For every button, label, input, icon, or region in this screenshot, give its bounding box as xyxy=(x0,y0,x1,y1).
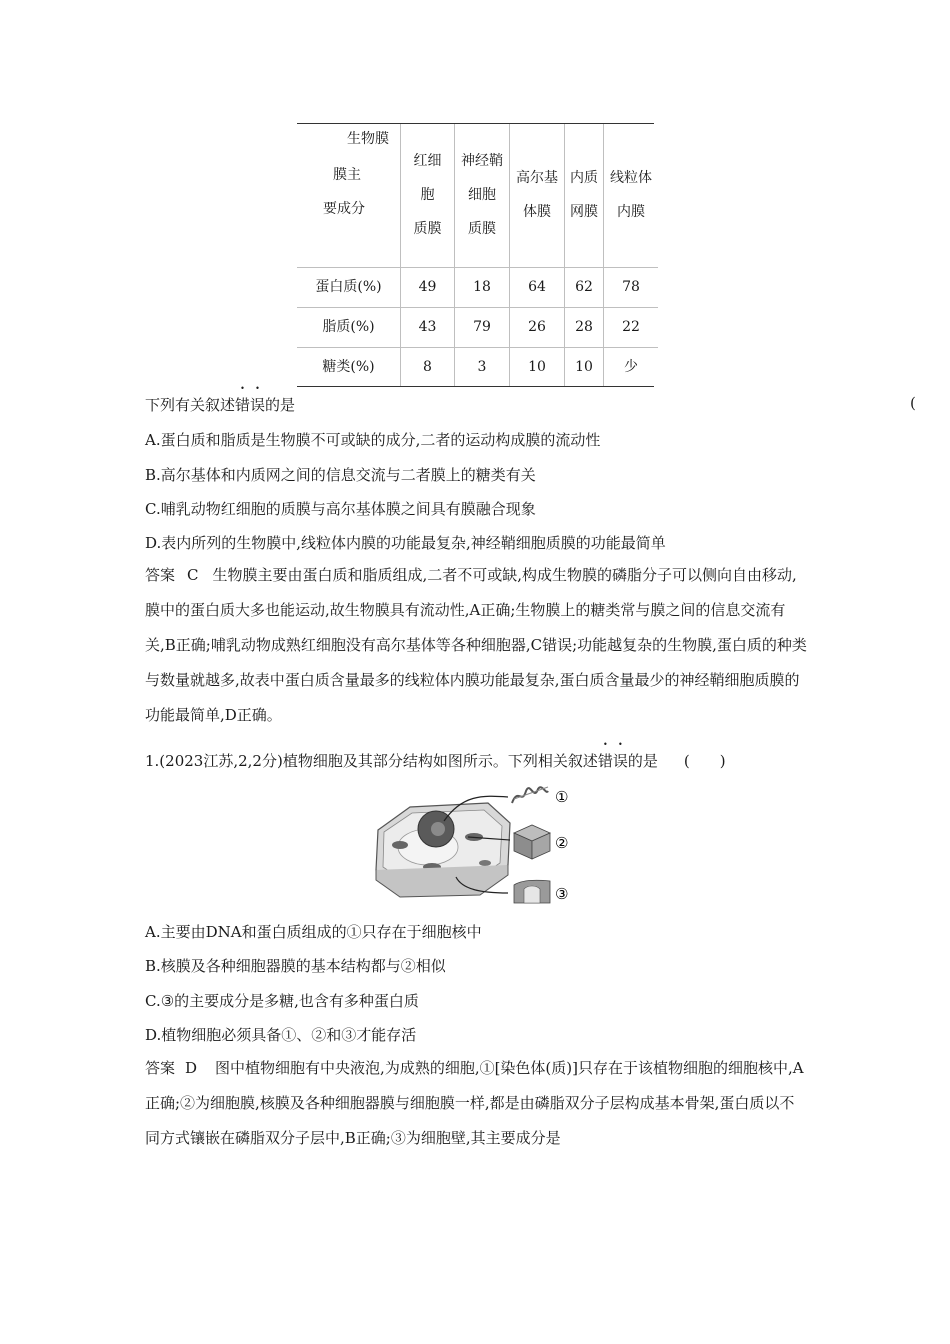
col-header-mito xyxy=(604,124,659,267)
col-header-text: 质膜 xyxy=(413,221,442,238)
answer-label: 答案 xyxy=(145,566,176,584)
answer-explanation: 图中植物细胞有中央液泡,为成熟的细胞,①[染色体(质)]只存在于该植物细胞的细胞核中,A正确;②为细胞膜,核膜及各种细胞器膜与细胞膜一样,都是由磷脂双分子层构成基本骨架,蛋白质以不同方式镶嵌在磷脂双分子层中,B正确;③为细胞壁,其主要成分是 xyxy=(145,1059,804,1147)
figure-label-2: ② xyxy=(555,834,569,852)
cell: 8 xyxy=(401,347,455,387)
table-row xyxy=(297,267,658,307)
q0-stem-text: 的是 xyxy=(265,396,296,414)
cell: 3 xyxy=(455,347,510,387)
col-header-schwann xyxy=(455,124,510,267)
cell: 18 xyxy=(455,267,510,307)
cell: 28 xyxy=(565,307,604,347)
cell: 62 xyxy=(565,267,604,307)
col-header-text: 内质 xyxy=(570,170,598,187)
answer-key: C xyxy=(187,566,199,584)
cell: 78 xyxy=(604,267,659,307)
col-header-text: 质膜 xyxy=(468,221,496,238)
answer-key: D xyxy=(185,1059,198,1077)
cell: 少 xyxy=(604,347,659,387)
emphasis-char: 误 xyxy=(612,752,628,770)
col-header-text: 体膜 xyxy=(523,204,551,221)
row-label: 蛋白质(%) xyxy=(297,267,401,307)
q1-option-d: D.植物细胞必须具备①、②和③才能存活 xyxy=(145,1026,417,1044)
emphasis-char: 错 xyxy=(597,752,613,770)
answer-explanation: 生物膜主要由蛋白质和脂质组成,二者不可或缺,构成生物膜的磷脂分子可以侧向自由移动,膜中的蛋白质大多也能运动,故生物膜具有流动性,A正确;生物膜上的糖类常与膜之间的信息交流有关,B正确;哺乳动物成熟红细胞没有高尔基体等各种细胞器,C错误;功能越复杂的生物膜,蛋白质的种类与数量就越多,故表中蛋白质含量最多的线粒体内膜功能最复杂,蛋白质含量最少的神经鞘细胞质膜的功能最简单,D正确。 xyxy=(145,566,807,724)
corner-line-2: 膜主 xyxy=(333,167,361,183)
cell: 79 xyxy=(455,307,510,347)
membrane-composition-table xyxy=(297,124,658,387)
q1-stem-text: 的是 xyxy=(627,752,658,770)
answer-label: 答案 xyxy=(145,1059,176,1077)
table-row xyxy=(297,347,658,387)
col-header-text: 高尔基 xyxy=(516,170,558,187)
q1-option-b: B.核膜及各种细胞器膜的基本结构都与②相似 xyxy=(145,957,446,975)
table-bottom-rule xyxy=(297,386,654,387)
col-header-text: 神经鞘 xyxy=(461,153,503,170)
col-header-text: 细胞 xyxy=(468,187,496,204)
q1-option-c: C.③的主要成分是多糖,也含有多种蛋白质 xyxy=(145,992,419,1010)
cell: 64 xyxy=(510,267,565,307)
q0-option-b: B.高尔基体和内质网之间的信息交流与二者膜上的糖类有关 xyxy=(145,466,536,484)
row-label: 脂质(%) xyxy=(297,307,401,347)
col-header-text: 线粒体 xyxy=(610,170,652,187)
table-corner-header xyxy=(297,124,401,267)
emphasis-char: 错 xyxy=(235,396,251,414)
col-header-text: 红细 xyxy=(413,153,442,170)
plant-cell-figure xyxy=(370,785,590,905)
col-header-golgi xyxy=(510,124,565,267)
col-header-text: 内膜 xyxy=(617,204,645,221)
q1-stem-text: 1.(2023江苏,2,2分)植物细胞及其部分结构如图所示。下列相关叙述 xyxy=(145,752,598,770)
q0-stem-text: 下列有关叙述 xyxy=(145,396,236,414)
corner-line-1: 生物膜 xyxy=(347,131,389,147)
q1-answer-paren: ( ) xyxy=(683,752,726,770)
row-label: 糖类(%) xyxy=(297,347,401,387)
membrane-block-icon xyxy=(514,825,550,859)
cell: 43 xyxy=(401,307,455,347)
cell: 49 xyxy=(401,267,455,307)
figure-label-3: ③ xyxy=(555,885,569,903)
q0-option-a: A.蛋白质和脂质是生物膜不可或缺的成分,二者的运动构成膜的流动性 xyxy=(145,431,601,449)
cell: 10 xyxy=(510,347,565,387)
cell-wall-icon xyxy=(514,880,550,903)
q0-answer-paren: ( xyxy=(910,394,916,412)
corner-line-3: 要成分 xyxy=(323,201,365,217)
figure-label-1: ① xyxy=(555,788,569,806)
cell: 22 xyxy=(604,307,659,347)
q0-option-c: C.哺乳动物红细胞的质膜与高尔基体膜之间具有膜融合现象 xyxy=(145,500,536,518)
q0-stem xyxy=(145,395,295,415)
col-header-er xyxy=(565,124,604,267)
q1-option-a: A.主要由DNA和蛋白质组成的①只存在于细胞核中 xyxy=(145,923,482,941)
col-header-text: 胞 xyxy=(420,187,435,204)
q0-answer-block xyxy=(145,558,807,733)
cell: 10 xyxy=(565,347,604,387)
q0-option-d: D.表内所列的生物膜中,线粒体内膜的功能最复杂,神经鞘细胞质膜的功能最简单 xyxy=(145,534,666,552)
q1-answer-block xyxy=(145,1051,807,1156)
chromatin-icon xyxy=(512,787,548,803)
cell: 26 xyxy=(510,307,565,347)
q1-stem xyxy=(145,751,726,771)
table-row xyxy=(297,307,658,347)
col-header-text: 网膜 xyxy=(570,204,598,221)
plant-cell-illustration xyxy=(376,803,510,897)
col-header-rbc xyxy=(401,124,455,267)
emphasis-char: 误 xyxy=(250,396,266,414)
